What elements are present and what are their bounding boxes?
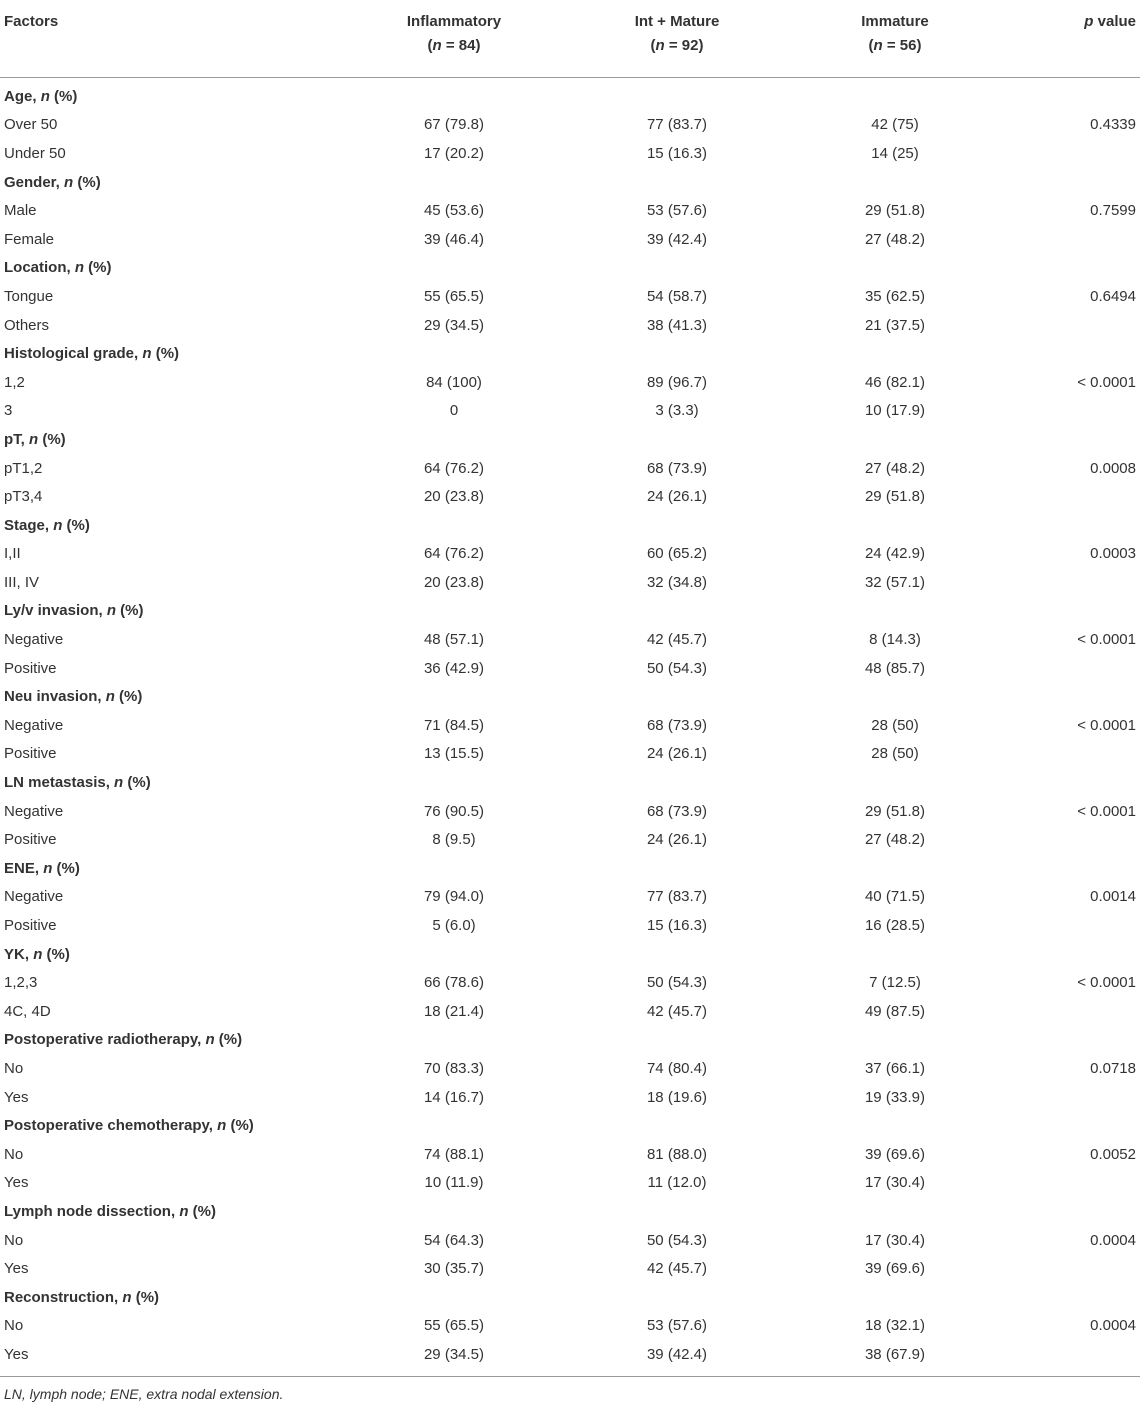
inflammatory-value: 45 (53.6) [423, 202, 485, 220]
immature-value: 17 (30.4) [864, 1174, 926, 1192]
section-title: Gender, n (%) [4, 173, 101, 191]
table-row [0, 1254, 1140, 1283]
table-row [0, 883, 1140, 912]
inflammatory-value: 13 (15.5) [423, 745, 485, 763]
inflammatory-value: 39 (46.4) [423, 230, 485, 248]
section-title: Age, n (%) [4, 87, 78, 105]
section-title: Stage, n (%) [4, 516, 90, 534]
table-row [0, 454, 1140, 483]
p-value: 0.0004 [1090, 1231, 1136, 1249]
section-title: Location, n (%) [4, 259, 112, 277]
table-footnote: LN, lymph node; ENE, extra nodal extension. [4, 1385, 284, 1402]
row-label: pT3,4 [4, 488, 43, 506]
immature-value: 35 (62.5) [864, 287, 926, 305]
section-title: YK, n (%) [4, 945, 70, 963]
p-value [1000, 225, 1140, 254]
row-label: Positive [4, 745, 57, 763]
int-mature-value: 50 (54.3) [646, 659, 708, 677]
table-row [0, 1340, 1140, 1376]
row-label: 1,2 [4, 373, 25, 391]
int-mature-value: 77 (83.7) [646, 116, 708, 134]
inflammatory-header: Inflammatory [406, 13, 502, 30]
immature-value: 8 (14.3) [869, 631, 921, 649]
section-title: Ly/v invasion, n (%) [4, 602, 144, 620]
row-label: Female [4, 230, 55, 248]
immature-value: 37 (66.1) [864, 1059, 926, 1077]
inflammatory-value: 18 (21.4) [423, 1002, 485, 1020]
p-value-header [1000, 0, 1140, 35]
immature-n: (n = 56) [790, 35, 1000, 78]
int-mature-value: 77 (83.7) [646, 888, 708, 906]
section-header-row [0, 940, 1140, 969]
section-title: pT, n (%) [4, 430, 66, 448]
section-title: Postoperative radiotherapy, n (%) [4, 1031, 243, 1049]
p-value: 0.0052 [1090, 1145, 1136, 1163]
int-mature-value: 15 (16.3) [646, 144, 708, 162]
inflammatory-value: 71 (84.5) [423, 716, 485, 734]
row-label: No [4, 1145, 24, 1163]
row-label: No [4, 1231, 24, 1249]
p-value [1000, 1254, 1140, 1283]
p-value [1000, 397, 1140, 426]
inflammatory-value: 20 (23.8) [423, 488, 485, 506]
row-label: Negative [4, 631, 64, 649]
factors-header: Factors [4, 13, 59, 30]
inflammatory-value: 20 (23.8) [423, 573, 485, 591]
int-mature-value: 42 (45.7) [646, 1260, 708, 1278]
table-row [0, 1312, 1140, 1341]
immature-value: 16 (28.5) [864, 917, 926, 935]
int-mature-value: 3 (3.3) [655, 402, 699, 420]
p-value: 0.0008 [1090, 459, 1136, 477]
section-title: LN metastasis, n (%) [4, 774, 151, 792]
section-header-row [0, 168, 1140, 197]
section-header-row [0, 768, 1140, 797]
immature-value: 38 (67.9) [790, 1340, 1000, 1376]
table-row [0, 997, 1140, 1026]
table-row [0, 540, 1140, 569]
immature-value: 46 (82.1) [864, 373, 926, 391]
int-mature-value: 74 (80.4) [646, 1059, 708, 1077]
table-row [0, 711, 1140, 740]
row-label: Yes [4, 1260, 29, 1278]
table-row [0, 825, 1140, 854]
p-value: 0.7599 [1090, 202, 1136, 220]
p-value-label: value [1093, 13, 1136, 30]
inflammatory-value: 30 (35.7) [423, 1260, 485, 1278]
int-mature-value: 53 (57.6) [646, 1317, 708, 1335]
row-label: Under 50 [4, 144, 66, 162]
table-row [0, 111, 1140, 140]
p-value [1000, 997, 1140, 1026]
section-header-row [0, 1026, 1140, 1055]
inflammatory-value: 66 (78.6) [423, 974, 485, 992]
inflammatory-value: 74 (88.1) [423, 1145, 485, 1163]
section-title: Lymph node dissection, n (%) [4, 1202, 216, 1220]
immature-value: 42 (75) [871, 116, 919, 134]
immature-value: 17 (30.4) [864, 1231, 926, 1249]
p-value: 0.0003 [1090, 545, 1136, 563]
int-mature-value: 68 (73.9) [646, 459, 708, 477]
inflammatory-value: 55 (65.5) [423, 1317, 485, 1335]
int-mature-value: 89 (96.7) [646, 373, 708, 391]
row-label: Positive [4, 917, 57, 935]
inflammatory-value: 5 (6.0) [432, 917, 476, 935]
row-label: Over 50 [4, 116, 58, 134]
row-label: 4C, 4D [4, 1002, 51, 1020]
p-value: 0.0004 [1090, 1317, 1136, 1335]
table-row [0, 911, 1140, 940]
int-mature-value: 24 (26.1) [646, 831, 708, 849]
immature-value: 10 (17.9) [864, 402, 926, 420]
section-header-row [0, 511, 1140, 540]
p-value [1000, 911, 1140, 940]
immature-value: 14 (25) [871, 144, 919, 162]
inflammatory-value: 36 (42.9) [423, 659, 485, 677]
table-row [0, 482, 1140, 511]
int-mature-header: Int + Mature [634, 13, 720, 30]
immature-value: 28 (50) [871, 745, 919, 763]
immature-value: 29 (51.8) [864, 202, 926, 220]
table-row [0, 654, 1140, 683]
p-value [1000, 1169, 1140, 1198]
row-label: Yes [0, 1340, 344, 1376]
int-mature-value: 50 (54.3) [646, 974, 708, 992]
int-mature-value: 39 (42.4) [564, 1340, 790, 1376]
immature-value: 24 (42.9) [864, 545, 926, 563]
table-row [0, 1054, 1140, 1083]
row-label: Male [4, 202, 37, 220]
table-row [0, 282, 1140, 311]
inflammatory-value: 76 (90.5) [423, 802, 485, 820]
table-row [0, 196, 1140, 225]
p-value: < 0.0001 [1077, 631, 1136, 649]
row-label: Negative [4, 716, 64, 734]
inflammatory-n: (n = 84) [344, 35, 564, 78]
int-mature-value: 38 (41.3) [646, 316, 708, 334]
row-label: III, IV [4, 573, 40, 591]
inflammatory-value: 48 (57.1) [423, 631, 485, 649]
p-value: 0.0014 [1090, 888, 1136, 906]
inflammatory-value: 54 (64.3) [423, 1231, 485, 1249]
immature-header: Immature [861, 13, 929, 30]
section-header-row [0, 339, 1140, 368]
section-header-row [0, 425, 1140, 454]
p-value: < 0.0001 [1077, 802, 1136, 820]
table-row [0, 1140, 1140, 1169]
row-label: 3 [4, 402, 13, 420]
p-value [1000, 654, 1140, 683]
immature-value: 27 (48.2) [864, 459, 926, 477]
table-row [0, 311, 1140, 340]
int-mature-value: 32 (34.8) [646, 573, 708, 591]
p-value: < 0.0001 [1077, 716, 1136, 734]
p-value [1000, 1340, 1140, 1376]
immature-value: 48 (85.7) [864, 659, 926, 677]
immature-value: 39 (69.6) [864, 1260, 926, 1278]
inflammatory-value: 14 (16.7) [423, 1088, 485, 1106]
row-label: Negative [4, 802, 64, 820]
int-mature-value: 42 (45.7) [646, 1002, 708, 1020]
table-row [0, 225, 1140, 254]
inflammatory-value: 64 (76.2) [423, 545, 485, 563]
p-value: < 0.0001 [1077, 373, 1136, 391]
inflammatory-value: 29 (34.5) [344, 1340, 564, 1376]
int-mature-value: 68 (73.9) [646, 802, 708, 820]
section-header-row [0, 1111, 1140, 1140]
table-row [0, 1083, 1140, 1112]
immature-value: 7 (12.5) [869, 974, 921, 992]
int-mature-value: 54 (58.7) [646, 287, 708, 305]
int-mature-value: 24 (26.1) [646, 745, 708, 763]
int-mature-n: (n = 92) [564, 35, 790, 78]
section-title: ENE, n (%) [4, 859, 80, 877]
int-mature-value: 50 (54.3) [646, 1231, 708, 1249]
table-row [0, 568, 1140, 597]
inflammatory-value: 70 (83.3) [423, 1059, 485, 1077]
inflammatory-value: 0 [449, 402, 459, 420]
table-body [0, 78, 1140, 1377]
p-value [1000, 311, 1140, 340]
int-mature-value: 60 (65.2) [646, 545, 708, 563]
p-value [1000, 1083, 1140, 1112]
inflammatory-value: 84 (100) [426, 373, 482, 391]
row-label: Positive [4, 831, 57, 849]
section-title: Reconstruction, n (%) [4, 1288, 160, 1306]
row-label: Tongue [4, 287, 54, 305]
p-value: < 0.0001 [1077, 974, 1136, 992]
row-label: 1,2,3 [4, 974, 38, 992]
table-header [0, 0, 1140, 78]
row-label: Yes [4, 1174, 29, 1192]
int-mature-value: 39 (42.4) [646, 230, 708, 248]
table-row [0, 139, 1140, 168]
inflammatory-value: 17 (20.2) [423, 144, 485, 162]
int-mature-value: 81 (88.0) [646, 1145, 708, 1163]
table-row [0, 1226, 1140, 1255]
row-label: pT1,2 [4, 459, 43, 477]
row-label: I,II [4, 545, 21, 563]
row-label: No [4, 1317, 24, 1335]
inflammatory-value: 79 (94.0) [423, 888, 485, 906]
p-value [1000, 740, 1140, 769]
table-row [0, 397, 1140, 426]
immature-value: 27 (48.2) [864, 230, 926, 248]
section-header-row [0, 597, 1140, 626]
section-header-row [0, 1197, 1140, 1226]
row-label: No [4, 1059, 24, 1077]
int-mature-value: 24 (26.1) [646, 488, 708, 506]
inflammatory-value: 67 (79.8) [423, 116, 485, 134]
row-label: Negative [4, 888, 64, 906]
table-row [0, 968, 1140, 997]
section-header-row [0, 78, 1140, 111]
section-title: Postoperative chemotherapy, n (%) [4, 1117, 254, 1135]
section-header-row [0, 854, 1140, 883]
immature-value: 29 (51.8) [864, 488, 926, 506]
section-header-row [0, 254, 1140, 283]
immature-value: 19 (33.9) [864, 1088, 926, 1106]
section-title: Neu invasion, n (%) [4, 688, 143, 706]
table-row [0, 625, 1140, 654]
table-row [0, 1169, 1140, 1198]
row-label: Others [4, 316, 50, 334]
table-row [0, 797, 1140, 826]
p-value [1000, 825, 1140, 854]
inflammatory-value: 29 (34.5) [423, 316, 485, 334]
immature-value: 49 (87.5) [864, 1002, 926, 1020]
inflammatory-value: 8 (9.5) [432, 831, 476, 849]
row-label: Positive [4, 659, 57, 677]
table-row [0, 368, 1140, 397]
immature-value: 39 (69.6) [864, 1145, 926, 1163]
int-mature-value: 68 (73.9) [646, 716, 708, 734]
p-value [1000, 482, 1140, 511]
int-mature-value: 18 (19.6) [646, 1088, 708, 1106]
p-header-blank [1000, 35, 1140, 78]
inflammatory-value: 55 (65.5) [423, 287, 485, 305]
p-symbol: p [1084, 13, 1094, 30]
immature-value: 18 (32.1) [864, 1317, 926, 1335]
int-mature-value: 15 (16.3) [646, 917, 708, 935]
immature-value: 40 (71.5) [864, 888, 926, 906]
row-label: Yes [4, 1088, 29, 1106]
table-row [0, 740, 1140, 769]
factors-header-blank [0, 35, 344, 78]
inflammatory-value: 10 (11.9) [424, 1174, 484, 1192]
p-value: 0.6494 [1090, 287, 1136, 305]
p-value [1000, 568, 1140, 597]
immature-value: 28 (50) [871, 716, 919, 734]
section-title: Histological grade, n (%) [4, 345, 180, 363]
p-value: 0.4339 [1090, 116, 1136, 134]
p-value: 0.0718 [1090, 1059, 1136, 1077]
int-mature-value: 11 (12.0) [647, 1174, 707, 1192]
int-mature-value: 42 (45.7) [646, 631, 708, 649]
section-header-row [0, 682, 1140, 711]
immature-value: 29 (51.8) [864, 802, 926, 820]
immature-value: 21 (37.5) [864, 316, 926, 334]
immature-value: 27 (48.2) [864, 831, 926, 849]
inflammatory-value: 64 (76.2) [423, 459, 485, 477]
int-mature-value: 53 (57.6) [646, 202, 708, 220]
section-header-row [0, 1283, 1140, 1312]
p-value [1000, 139, 1140, 168]
immature-value: 32 (57.1) [864, 573, 926, 591]
